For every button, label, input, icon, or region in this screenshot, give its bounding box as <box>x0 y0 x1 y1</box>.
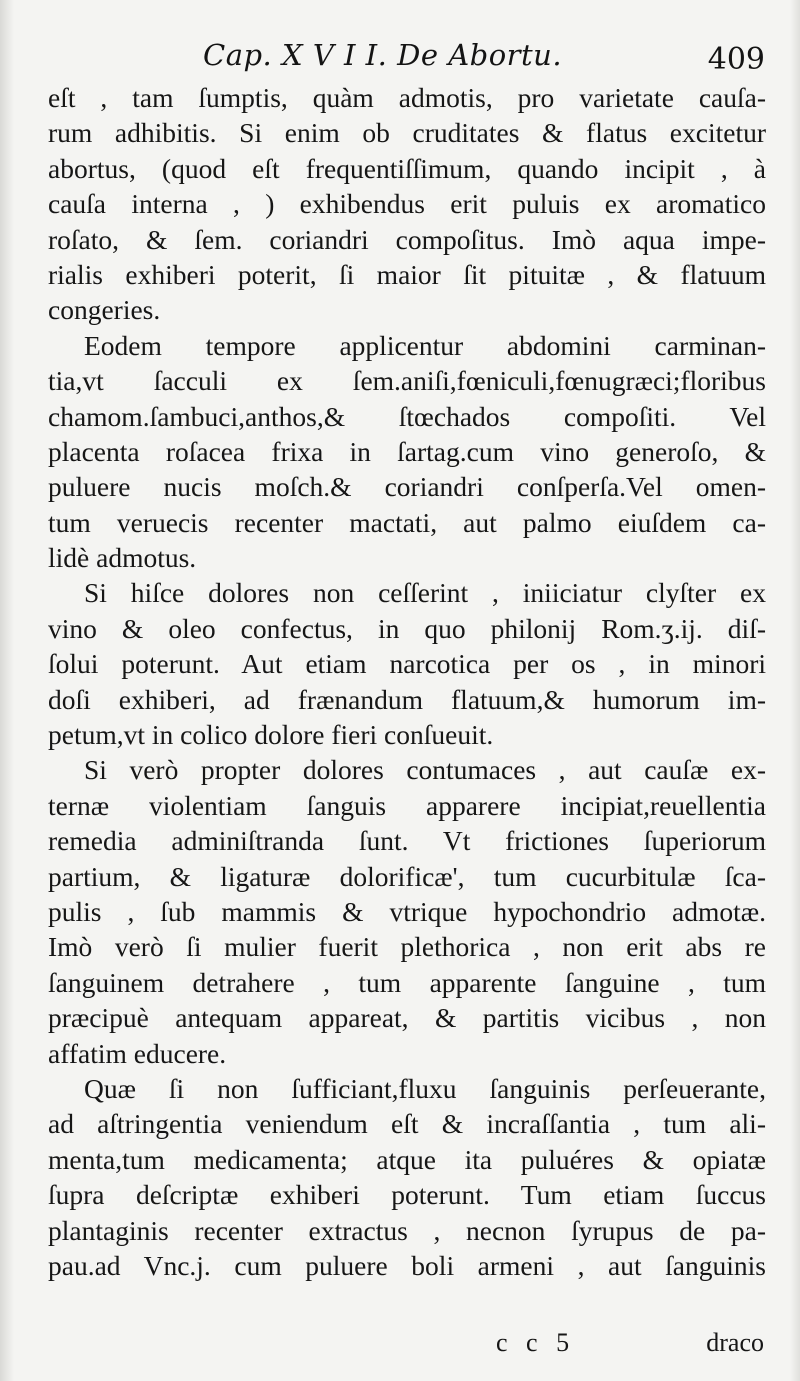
text-line: Si hiſce dolores non ceſſerint , iniiciatur clyſter ex <box>84 577 766 609</box>
page-edge-shadow <box>790 0 800 1381</box>
text-line: roſato, & ſem. coriandri compoſitus. Imò aqua impe- <box>48 223 766 255</box>
text-line: lidè admotus. <box>48 542 197 574</box>
text-line: ſanguinem detrahere , tum apparente ſanguine , tum <box>48 966 766 998</box>
paragraph-1 <box>48 80 766 328</box>
paragraph-5 <box>48 1071 766 1283</box>
text-line: remedia adminiſtranda ſunt. Vt frictiones ſuperiorum <box>48 825 766 857</box>
page-gutter-shadow <box>0 0 14 1381</box>
text-line: rum adhibitis. Si enim ob cruditates & flatus excitetur <box>48 117 766 149</box>
text-line: affatim educere. <box>48 1037 227 1069</box>
paragraph-2 <box>48 328 766 576</box>
text-line: puluere nucis moſch.& coriandri conſperſa.Vel omen- <box>48 471 766 503</box>
text-line: tum veruecis recenter mactati, aut palmo eiuſdem ca- <box>48 506 766 538</box>
text-line: doſi exhiberi, ad frænandum flatuum,& humorum im- <box>48 683 766 715</box>
text-line: chamom.ſambuci,anthos,& ſtœchados compoſiti. Vel <box>48 400 766 432</box>
text-line: eſt , tam ſumptis, quàm admotis, pro varietate cauſa- <box>48 82 766 113</box>
text-line: plantaginis recenter extractus , necnon ſyrupus de pa- <box>48 1214 766 1246</box>
body-text <box>48 80 766 1283</box>
text-line: Si verò propter dolores contumaces , aut cauſæ ex- <box>84 754 766 786</box>
catchword: draco <box>706 1328 764 1357</box>
text-line: præcipuè antequam appareat, & partitis vicibus , non <box>48 1002 766 1034</box>
text-line: ternæ violentiam ſanguis apparere incipiat,reuellentia <box>48 789 766 821</box>
text-line: rialis exhiberi poterit, ſi maior ſit pituitæ , & flatuum <box>48 258 766 290</box>
text-line: vino & oleo confectus, in quo philonij Rom.ʒ.ij. diſ- <box>48 612 766 644</box>
text-line: Eodem tempore applicentur abdomini carminan- <box>84 329 766 361</box>
text-line: tia,vt ſacculi ex ſem.aniſi,fœniculi,fœnugræci;floribus <box>48 365 766 397</box>
text-line: partium, & ligaturæ dolorificæ', tum cucurbitulæ ſca- <box>48 860 766 892</box>
text-line: pulis , ſub mammis & vtrique hypochondrio admotæ. <box>48 895 766 927</box>
text-line: ſolui poterunt. Aut etiam narcotica per os , in minori <box>48 648 766 680</box>
paragraph-3 <box>48 575 766 752</box>
page-number: 409 <box>707 42 765 77</box>
text-line: abortus, (quod eſt frequentiſſimum, quando incipit , à <box>48 152 766 184</box>
text-line: congeries. <box>48 294 161 326</box>
text-line: cauſa interna , ) exhibendus erit puluis ex aromatico <box>48 188 766 220</box>
paragraph-4 <box>48 752 766 1071</box>
text-line: ſupra deſcriptæ exhiberi poterunt. Tum etiam ſuccus <box>48 1179 766 1211</box>
running-title: Cap. X V I I. De Abortu. <box>203 38 563 72</box>
text-line: petum,vt in colico dolore fieri conſueuit. <box>48 719 494 751</box>
text-line: pau.ad Vnc.j. cum puluere boli armeni , aut ſanguinis <box>48 1249 766 1281</box>
text-line: menta,tum medicamenta; atque ita puluéres & opiatæ <box>48 1143 766 1175</box>
text-line: ad aſtringentia veniendum eſt & incraſſantia , tum ali- <box>48 1108 766 1140</box>
text-line: placenta roſacea frixa in ſartag.cum vino generoſo, & <box>48 435 766 467</box>
signature-mark: c c 5 <box>496 1328 576 1357</box>
text-line: Quæ ſi non ſufficiant,fluxu ſanguinis perſeuerante, <box>84 1072 766 1104</box>
text-line: Imò verò ſi mulier fuerit plethorica , non erit abs re <box>48 931 766 963</box>
page-footer <box>48 1328 766 1368</box>
